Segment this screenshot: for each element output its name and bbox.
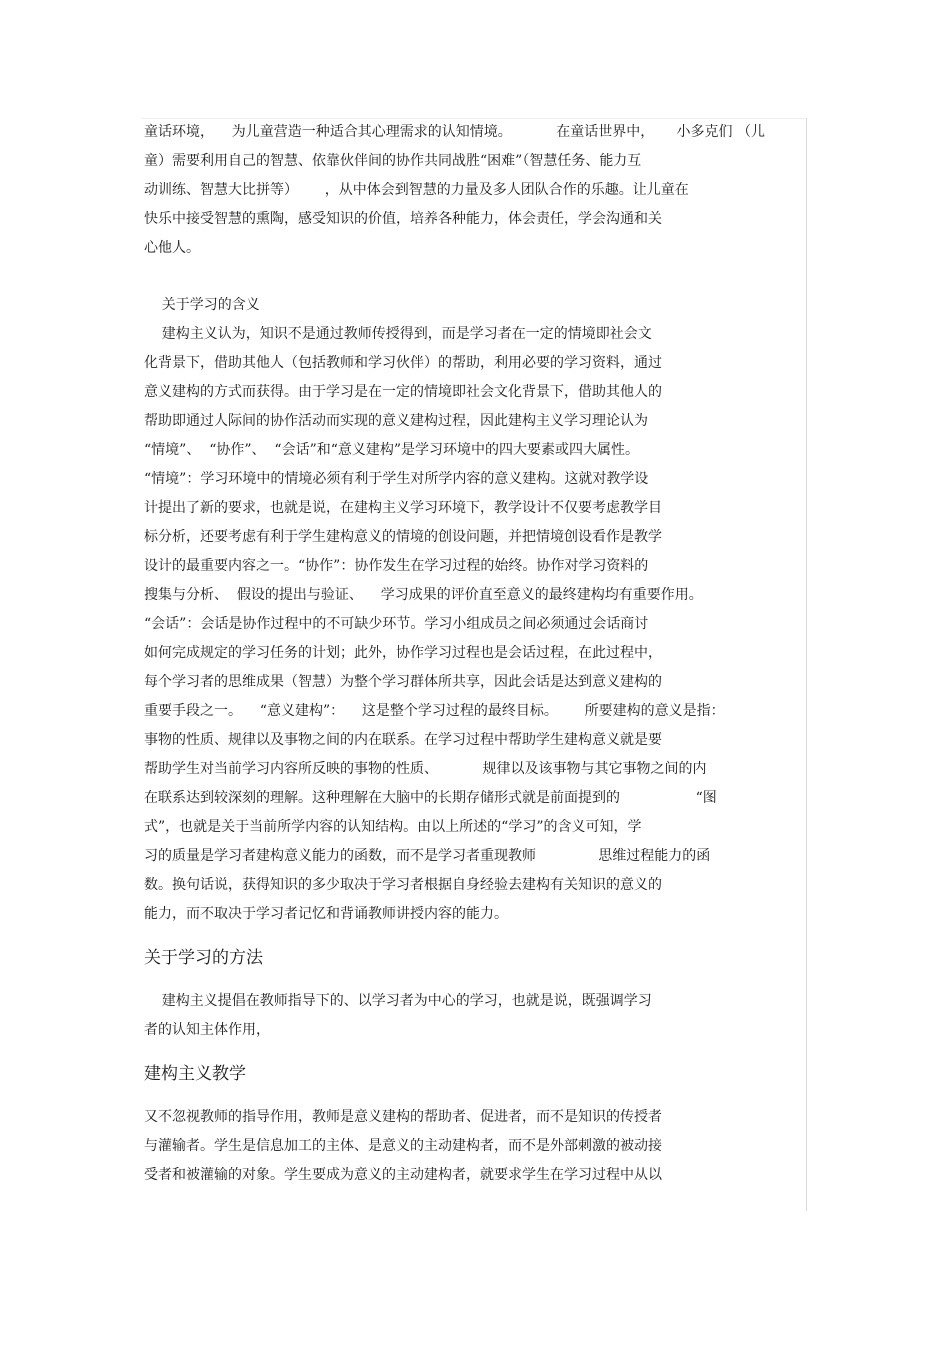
section-learning-meaning bbox=[144, 291, 804, 929]
text-line: 化背景下，借助其他人（包括教师和学习伙伴）的帮助，利用必要的学习资料，通过 bbox=[144, 355, 662, 371]
text-line: 帮助学生对当前学习内容所反映的事物的性质、 规律以及该事物与其它事物之间的内 bbox=[144, 761, 707, 777]
text-line: “情境”、 “协作”、 “会话”和“意义建构”是学习环境中的四大要素或四大属性。 bbox=[144, 442, 640, 458]
text-line: 计提出了新的要求，也就是说，在建构主义学习环境下，教学设计不仅要考虑教学目 bbox=[144, 500, 662, 516]
text-line: 能力，而不取决于学习者记忆和背诵教师讲授内容的能力。 bbox=[144, 906, 508, 922]
paragraph-fairy-tale bbox=[144, 118, 804, 263]
paragraph-learning-method bbox=[144, 987, 804, 1045]
text-line: 者的认知主体作用， bbox=[144, 1022, 270, 1038]
heading-learning-method: 关于学习的方法 bbox=[144, 948, 263, 968]
section-title: 关于学习的含义 bbox=[144, 297, 260, 313]
text-line: 与灌输者。学生是信息加工的主体、是意义的主动建构者，而不是外部刺激的被动接 bbox=[144, 1138, 662, 1154]
text-line: 设计的最重要内容之一。“协作”：协作发生在学习过程的始终。协作对学习资料的 bbox=[144, 558, 649, 574]
text-line: 在联系达到较深刻的理解。这种理解在大脑中的长期存储形式就是前面提到的 “图 bbox=[144, 790, 717, 806]
text-line: 受者和被灌输的对象。学生要成为意义的主动建构者，就要求学生在学习过程中从以 bbox=[144, 1167, 662, 1183]
text-line: 又不忽视教师的指导作用，教师是意义建构的帮助者、促进者，而不是知识的传授者 bbox=[144, 1109, 662, 1125]
text-line: 如何完成规定的学习任务的计划；此外，协作学习过程也是会话过程，在此过程中， bbox=[144, 645, 662, 661]
text-line: 意义建构的方式而获得。由于学习是在一定的情境即社会文化背景下，借助其他人的 bbox=[144, 384, 662, 400]
text-line: 习的质量是学习者建构意义能力的函数，而不是学习者重现教师 思维过程能力的函 bbox=[144, 848, 711, 864]
text-line: 童）需要利用自己的智慧、依靠伙伴间的协作共同战胜“困难”（智慧任务、能力互 bbox=[144, 153, 642, 169]
text-line: 帮助即通过人际间的协作活动而实现的意义建构过程，因此建构主义学习理论认为 bbox=[144, 413, 648, 429]
text-line: 建构主义认为，知识不是通过教师传授得到，而是学习者在一定的情境即社会文 bbox=[144, 326, 652, 342]
text-line: 标分析，还要考虑有利于学生建构意义的情境的创设问题，并把情境创设看作是教学 bbox=[144, 529, 662, 545]
text-line: 事物的性质、规律以及事物之间的内在联系。在学习过程中帮助学生建构意义就是要 bbox=[144, 732, 662, 748]
text-line: 每个学习者的思维成果（智慧）为整个学习群体所共享，因此会话是达到意义建构的 bbox=[144, 674, 662, 690]
heading-constructivist-teaching: 建构主义教学 bbox=[144, 1064, 246, 1084]
text-line: 式”，也就是关于当前所学内容的认知结构。由以上所述的“学习”的含义可知，学 bbox=[144, 819, 642, 835]
text-line: 童话环境， 为儿童营造一种适合其心理需求的认知情境。 在童话世界中， 小多克们 （儿 bbox=[144, 124, 766, 140]
text-line: “会话”：会话是协作过程中的不可缺少环节。学习小组成员之间必须通过会话商讨 bbox=[144, 616, 649, 632]
text-line: 数。换句话说，获得知识的多少取决于学习者根据自身经验去建构有关知识的意义的 bbox=[144, 877, 662, 893]
text-line: 搜集与分析、 假设的提出与验证、 学习成果的评价直至意义的最终建构均有重要作用。 bbox=[144, 587, 703, 603]
text-line: 动训练、智慧大比拼等） ，从中体会到智慧的力量及多人团队合作的乐趣。让儿童在 bbox=[144, 182, 689, 198]
text-line: 重要手段之一。 “意义建构”： 这是整个学习过程的最终目标。 所要建构的意义是指： bbox=[144, 703, 725, 719]
paragraph-constructivist-teaching bbox=[144, 1103, 804, 1190]
document-page bbox=[144, 118, 804, 1190]
text-line: “情境”：学习环境中的情境必须有利于学生对所学内容的意义建构。这就对教学设 bbox=[144, 471, 649, 487]
text-line: 心他人。 bbox=[144, 240, 200, 256]
text-line: 建构主义提倡在教师指导下的、以学习者为中心的学习，也就是说，既强调学习 bbox=[144, 993, 652, 1009]
text-line: 快乐中接受智慧的熏陶，感受知识的价值，培养各种能力，体会责任，学会沟通和关 bbox=[144, 211, 662, 227]
